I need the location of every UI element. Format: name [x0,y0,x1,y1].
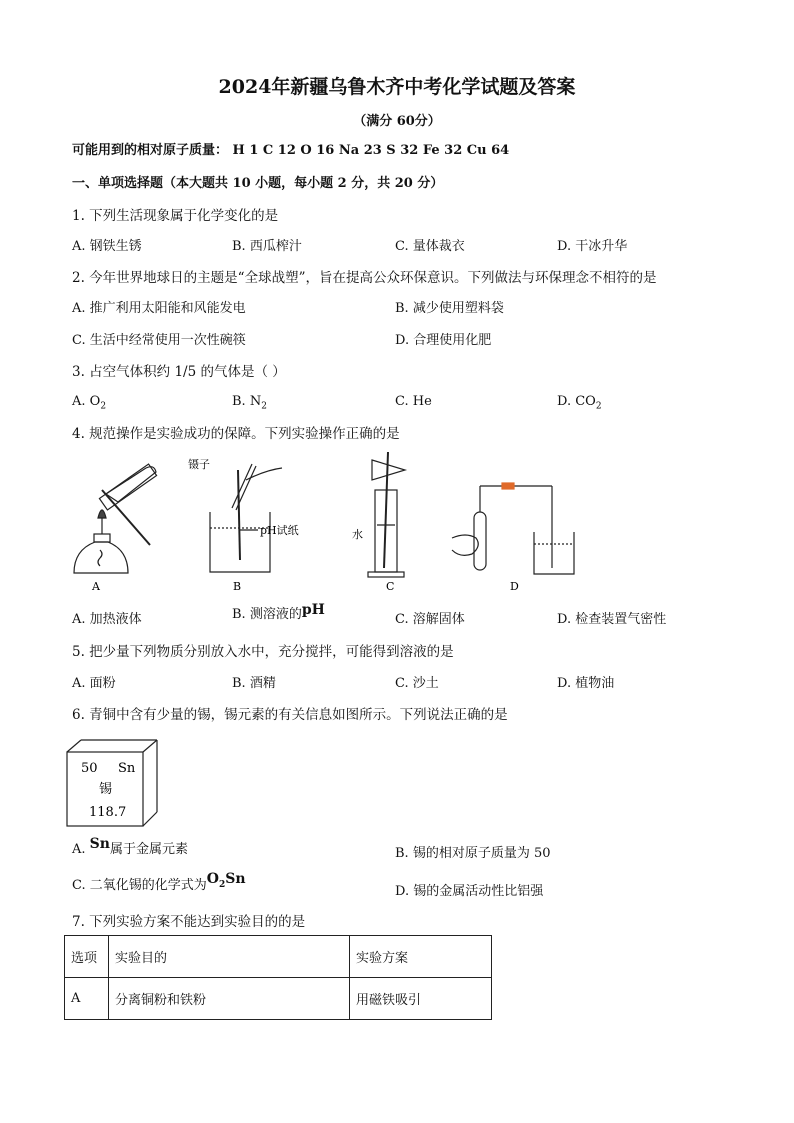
q2-option-a: A. 推广利用太阳能和风能发电 [72,301,246,316]
row-method: 用磁铁吸引 [350,978,492,1020]
figure-label-a: A [92,580,100,593]
table-row [65,978,492,1020]
q5-option-c: C. 沙土 [395,676,439,691]
page-title: 2024年新疆乌鲁木齐中考化学试题及答案 [218,76,576,98]
tile-atomic-mass: 118.7 [89,805,127,820]
q1-option-b: B. 西瓜榨汁 [232,239,302,254]
q4-option-c: C. 溶解固体 [395,612,465,627]
row-option: A [65,978,109,1020]
q2-option-c: C. 生活中经常使用一次性碗筷 [72,333,246,348]
q6-option-c: C. 二氧化锡的化学式为$O_2Sn$ [72,871,246,893]
q3-option-b: B. $N_2$ [232,394,267,412]
q6-option-d: D. 锡的金属活动性比铝强 [395,884,544,899]
q5-option-b: B. 酒精 [232,676,276,691]
score-note: （满分 60分） [353,114,441,129]
q3-option-a: A. $O_2$ [72,394,107,412]
section-heading: 一、单项选择题（本大题共 10 小题，每小题 2 分，共 20 分） [72,176,444,191]
table-header-row [65,936,492,978]
header-purpose: 实验目的 [109,936,350,978]
q7-table [64,935,492,1020]
tile-atomic-number: 50 [81,761,98,776]
figure-label-c: C [386,580,395,593]
question-4: 4. 规范操作是实验成功的保障。下列实验操作正确的是 [72,426,400,442]
q4-option-d: D. 检查装置气密性 [557,612,667,627]
q5-option-d: D. 植物油 [557,676,615,691]
question-1: 1. 下列生活现象属于化学变化的是 [72,208,279,224]
figure-c-dissolving [368,452,405,577]
tin-element-tile [65,738,161,828]
q6-option-a: A. Sn属于金属元素 [72,836,188,857]
q1-option-d: D. 干冰升华 [557,239,628,254]
label-ph-paper: pH试纸 [260,524,299,537]
atomic-mass-line: 可能用到的相对原子质量： H 1 C 12 O 16 Na 23 S 32 Fe 32 Cu 64 [72,143,510,158]
label-water: 水 [352,528,363,541]
question-6: 6. 青铜中含有少量的锡，锡元素的有关信息如图所示。下列说法正确的是 [72,707,508,723]
q4-option-b: B. 测溶液的pH [232,602,325,622]
question-7: 7. 下列实验方案不能达到实验目的的是 [72,914,306,930]
q3-option-c: C. He [395,394,432,409]
question-3: 3. 占空气体积约 1/5 的气体是（ ） [72,364,286,380]
q6-option-b: B. 锡的相对原子质量为 50 [395,846,551,861]
q2-option-b: B. 减少使用塑料袋 [395,301,504,316]
figure-a-heating [74,464,157,573]
q5-option-a: A. 面粉 [72,676,116,691]
figure-d-airtight [452,483,574,574]
question-5: 5. 把少量下列物质分别放入水中，充分搅拌，可能得到溶液的是 [72,644,454,660]
row-purpose: 分离铜粉和铁粉 [109,978,350,1020]
q1-option-c: C. 量体裁衣 [395,239,465,254]
lab-operations-figure [70,450,630,595]
q1-option-a: A. 钢铁生锈 [72,239,142,254]
tile-symbol: Sn [118,761,136,776]
q4-option-a: A. 加热液体 [72,612,142,627]
label-tweezers: 镊子 [188,458,210,471]
figure-label-b: B [233,580,242,593]
question-2: 2. 今年世界地球日的主题是“全球战塑”，旨在提高公众环保意识。下列做法与环保理念不相符的是 [72,270,657,286]
tile-element-name: 锡 [99,782,113,797]
figure-b-ph-test [210,464,282,572]
header-option: 选项 [65,936,109,978]
header-method: 实验方案 [350,936,492,978]
figure-label-d: D [510,580,519,593]
q2-option-d: D. 合理使用化肥 [395,333,492,348]
q3-option-d: D. $CO_2$ [557,394,602,412]
